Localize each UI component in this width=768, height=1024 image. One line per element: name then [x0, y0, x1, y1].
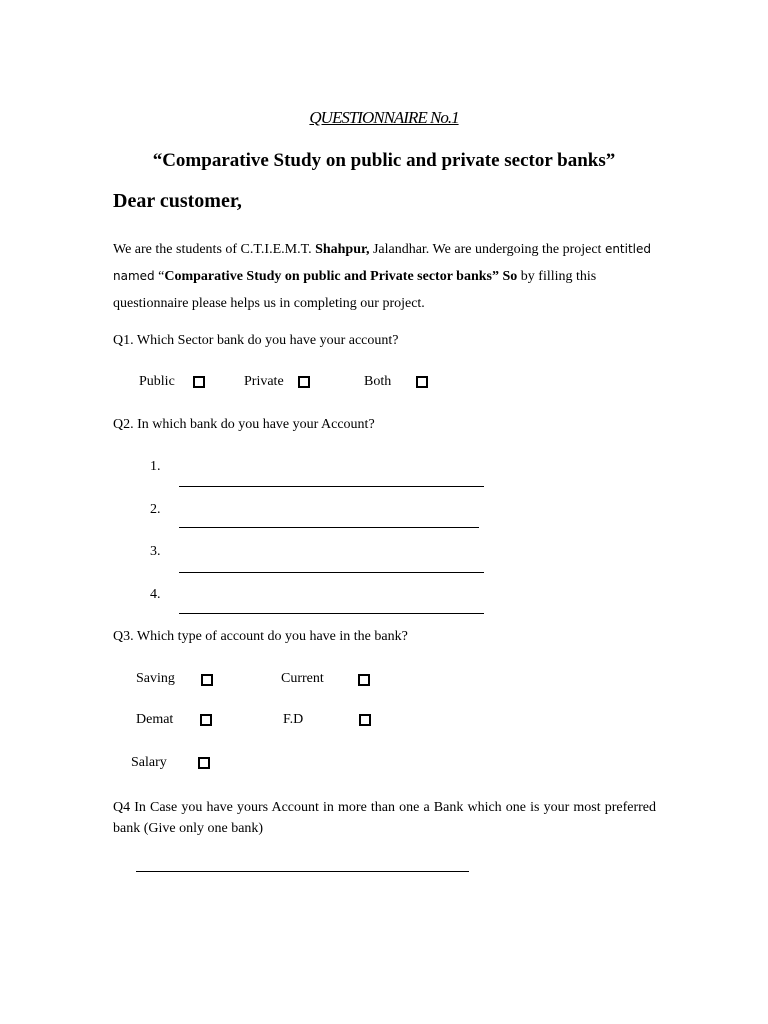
- intro-text-4: “: [154, 269, 165, 284]
- intro-text-3: entitled named: [113, 242, 652, 283]
- intro-text-1: We are the students of C.T.I.E.M.T.: [113, 242, 316, 257]
- q1-question: Q1. Which Sector bank do you have your account?: [113, 333, 399, 348]
- q1-private-checkbox[interactable]: [298, 376, 310, 388]
- q2-question: Q2. In which bank do you have your Account?: [113, 417, 375, 432]
- q3-fd-checkbox[interactable]: [359, 714, 371, 726]
- q3-current-checkbox[interactable]: [358, 674, 370, 686]
- q2-answer-line-4[interactable]: [179, 613, 484, 614]
- q1-option-private-label: Private: [244, 374, 284, 389]
- q1-public-checkbox[interactable]: [193, 376, 205, 388]
- q1-option-both-label: Both: [364, 374, 392, 389]
- study-title: “Comparative Study on public and private sector banks”: [152, 150, 616, 171]
- q2-number-1: 1.: [150, 459, 161, 474]
- q2-number-2: 2.: [150, 502, 161, 517]
- q2-number-3: 3.: [150, 544, 161, 559]
- q3-option-fd-label: F.D: [283, 712, 304, 727]
- intro-bold-2: Comparative Study on public and Private sector banks” So: [164, 269, 518, 284]
- q3-demat-checkbox[interactable]: [200, 714, 212, 726]
- q3-question: Q3. Which type of account do you have in the bank?: [113, 629, 408, 644]
- q2-answer-line-2[interactable]: [179, 527, 479, 528]
- greeting: Dear customer,: [113, 190, 242, 212]
- q4-question: Q4 In Case you have yours Account in more than one a Bank which one is your most preferred bank (Give only one bank): [113, 800, 656, 836]
- q3-saving-checkbox[interactable]: [201, 674, 213, 686]
- q2-answer-line-3[interactable]: [179, 572, 484, 573]
- q3-option-demat-label: Demat: [136, 712, 174, 727]
- q3-option-salary-label: Salary: [131, 755, 167, 770]
- intro-text-5: by filling this questionnaire please helps us in completing our project.: [113, 269, 597, 311]
- q1-both-checkbox[interactable]: [416, 376, 428, 388]
- q3-option-current-label: Current: [281, 671, 324, 686]
- questionnaire-title: QUESTIONNAIRE No.1: [309, 108, 459, 127]
- q3-salary-checkbox[interactable]: [198, 757, 210, 769]
- intro-text-2: Jalandhar. We are undergoing the project: [369, 242, 605, 257]
- q1-option-public-label: Public: [139, 374, 175, 389]
- q2-number-4: 4.: [150, 587, 161, 602]
- q3-option-saving-label: Saving: [136, 671, 175, 686]
- intro-paragraph: [113, 236, 656, 317]
- q2-answer-line-1[interactable]: [179, 486, 484, 487]
- q4-answer-line[interactable]: [136, 871, 469, 872]
- intro-bold-1: Shahpur,: [315, 242, 370, 257]
